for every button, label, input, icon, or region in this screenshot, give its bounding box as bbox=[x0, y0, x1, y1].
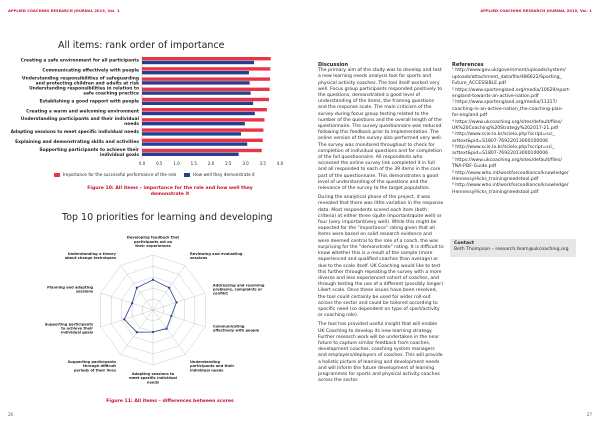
caption-line-2: demonstrate it bbox=[150, 191, 190, 197]
legend-label-importance: Importance for the successful performance of the role bbox=[63, 172, 177, 177]
page-number-right: 27 bbox=[586, 412, 592, 417]
x-tick-label: 3.0 bbox=[242, 161, 249, 166]
bar-importance bbox=[142, 98, 269, 101]
radar-axis-label: Understanding a theory about change techniques bbox=[64, 251, 116, 261]
category-label: Creating a warm and welcoming environment bbox=[26, 109, 139, 115]
radar-point bbox=[131, 302, 133, 304]
x-tick-label: 2.0 bbox=[207, 161, 215, 166]
radar-point bbox=[175, 301, 177, 303]
bar-demonstrate bbox=[142, 81, 250, 84]
bar-demonstrate bbox=[142, 122, 245, 125]
reference-line: HennessyHicks_trainingneedstool.pdf bbox=[452, 177, 539, 183]
x-tick-label: 0.0 bbox=[138, 161, 146, 166]
radar-axis-label: Adapting sessions to meet specific individual needs bbox=[128, 372, 178, 385]
reference-line: for-england.pdf bbox=[452, 113, 488, 119]
references-list bbox=[452, 68, 584, 196]
reference-line: ⁶ http://www.scie.lo.br/scielo.php?script=sci_ bbox=[452, 145, 555, 151]
legend-importance bbox=[54, 172, 176, 177]
category-label: Explaining and demonstrating skills and activities bbox=[15, 140, 139, 146]
radar-point bbox=[136, 287, 138, 289]
radar-axis-label: Communicating effectively with people bbox=[212, 324, 260, 333]
reference-line: arttext&pid=S1807-76922013000100006 bbox=[452, 138, 549, 144]
radar-spoke bbox=[153, 310, 205, 327]
x-tick-label: 0.5 bbox=[156, 161, 163, 166]
radar-axis-label: Understanding participants and their individual needs bbox=[190, 359, 235, 373]
running-header-left: APPLIED COACHING RESEARCH JOURNAL 2015, Vol. 1 bbox=[8, 9, 120, 13]
reference-line: ⁹ http://www.who.int/workforcealliance/knowledge/ bbox=[452, 183, 569, 189]
bar-demonstrate bbox=[142, 71, 249, 74]
reference-line: HennessyHicks_trainingneedstool.pdf bbox=[452, 189, 539, 195]
bar-importance bbox=[142, 57, 271, 60]
figure-11-caption: Figure 11: All items – differences between scores bbox=[106, 399, 234, 404]
reference-line: ² https://www.sportengland.org/media/10629/sport- bbox=[452, 87, 571, 93]
radar-axis-label: Planning and adapting sessions bbox=[47, 285, 94, 294]
radar-point bbox=[123, 318, 125, 320]
contact-text: Beth Thompson – research.team@ukcoaching.org bbox=[454, 247, 569, 252]
radar-point bbox=[168, 287, 170, 289]
contact-heading: Contact bbox=[454, 241, 475, 246]
caption-line-1: Figure 10: All items – importance for the role and how well they bbox=[87, 186, 253, 191]
bar-importance bbox=[142, 108, 267, 111]
discussion-paragraph-1: The primary aim of the study was to develop and test a new learning needs analysis tool for sports and physical activity coaches. The tool itself worked very well. Focus group participants responded positively to the questions, demonstrated a good level of understanding of the items, the framing questions and the response scale. The main criticism of the survey during focus group testing related to the number of the questions and the overall length of the questionnaire. The survey questionnaire was reduced following this feedback prior to implementation. The online version of the survey also performed very well. The survey was monitored throughout to check for completion of individual questions and for completion of the full questionnaire. All respondents who accessed the online survey link completed it in full and all responded to each of the 39 items in the core part of the questionnaire. This demonstrates a good level of understanding of the questions and the relevance of the survey to the target population. bbox=[318, 68, 443, 192]
category-label: Establishing a good rapport with people bbox=[39, 99, 139, 105]
chart-title: All items: rank order of importance bbox=[58, 40, 225, 51]
reference-line: ⁷ https://www.ukcoaching.org/sites/default/files/ bbox=[452, 157, 562, 163]
radar-point bbox=[165, 328, 167, 330]
radar-point bbox=[136, 331, 138, 333]
radar-title: Top 10 priorities for learning and developing bbox=[62, 212, 273, 223]
reference-line: ³ https://www.sportengland.org/media/11317/ bbox=[452, 100, 558, 106]
bar-demonstrate bbox=[142, 112, 255, 115]
reference-line: uploads/attachment_data/file/486622/Sporting_ bbox=[452, 74, 562, 80]
bar-importance bbox=[142, 139, 263, 142]
bar-importance bbox=[142, 77, 270, 80]
x-tick-label: 2.5 bbox=[225, 161, 232, 166]
bar-demonstrate bbox=[142, 132, 241, 135]
running-header-right: APPLIED COACHING RESEARCH JOURNAL 2015, Vol. 1 bbox=[480, 9, 592, 13]
radar-axis-label: Addressing and resolving problems, complaints or conflict bbox=[212, 283, 265, 296]
radar-spoke bbox=[101, 293, 153, 310]
bar-demonstrate bbox=[142, 142, 247, 145]
reference-line: arttext&pid=S1807-76922013000100006 bbox=[452, 151, 549, 157]
x-tick-label: 1.5 bbox=[190, 161, 197, 166]
bar-importance bbox=[142, 149, 262, 152]
reference-line: ¹ http://www.gov.uk/government/uploads/system/ bbox=[452, 68, 566, 74]
radar-spoke bbox=[153, 293, 205, 310]
category-label: Adapting sessions to meet specific individual needs bbox=[10, 129, 139, 135]
legend-demonstrate bbox=[184, 172, 255, 177]
radar-point bbox=[170, 315, 172, 317]
category-label: Creating a safe environment for all participants bbox=[20, 58, 139, 64]
reference-line: ⁵ http://www.scie.lo.br/scielo.php?script=sci_ bbox=[452, 132, 555, 138]
category-label: Communicating effectively with people bbox=[42, 68, 139, 74]
legend-swatch-demonstrate bbox=[184, 173, 190, 177]
discussion-paragraph-2: During the analytical phase of the project, it was revealed that there was little variation in the response data. Most respondents scored each item (both criteria) at either three (quite important/quite well) or four (very important/very well). While this might be expected for the "importance" rating given that all items were based on solid research evidence and were deemed central to the role of a coach, the was surprising for the "demonstrate" rating. It is difficult to know whether this is a result of the sample (more experienced and qualified coaches than average) or due to the scale itself. UK Coaching would like to test this further through repeating the survey with a more diverse and less experienced cohort of coaches, and through testing the use of a different (possibly longer) Likert scale. Once these issues have been resolved, the tool could certainly be used for wider roll-out across the sector and could be tailored according to specific need (so dependent on type of sport/activity or coaching role). bbox=[318, 195, 444, 319]
x-tick-label: 3.5 bbox=[259, 161, 266, 166]
contact-box bbox=[450, 239, 576, 257]
reference-line: coaching-in-an-active-nation_the-coaching-plan- bbox=[452, 106, 564, 112]
references-column bbox=[452, 62, 584, 196]
page-number-left: 26 bbox=[8, 412, 14, 417]
references-heading: References bbox=[452, 62, 484, 68]
radar-spoke bbox=[101, 310, 153, 327]
bar-demonstrate bbox=[142, 61, 254, 64]
x-tick-label: 4.0 bbox=[276, 161, 284, 166]
category-label: Understanding participants and their individual needs bbox=[20, 117, 139, 128]
bar-chart bbox=[0, 0, 300, 180]
bar-demonstrate bbox=[142, 91, 251, 94]
legend-label-demonstrate: How well they demonstrate it bbox=[193, 172, 255, 177]
radar-chart bbox=[0, 220, 300, 420]
radar-axis-label: Developing feedback that participants act on their experiences bbox=[126, 235, 180, 248]
discussion-heading: Discussion bbox=[318, 62, 349, 68]
radar-axis-label: Reviewing and evaluating sessions bbox=[190, 251, 243, 261]
x-tick-label: 1.0 bbox=[173, 161, 180, 166]
category-label: Understanding responsibilities of safeguarding and protecting children and adults at risk bbox=[22, 76, 139, 87]
bar-importance bbox=[142, 118, 264, 121]
discussion-column bbox=[318, 62, 444, 387]
reference-line: ⁴ https://www.ukcoaching.org/sites/default/files/ bbox=[452, 119, 562, 125]
category-label: Understanding responsibilities in relation to safe coaching practice bbox=[29, 86, 139, 97]
reference-line: Future_ACCESSIBLE.pdf bbox=[452, 81, 507, 87]
bar-demonstrate bbox=[142, 102, 253, 105]
bar-demonstrate bbox=[142, 153, 239, 156]
radar-point bbox=[152, 331, 154, 333]
reference-line: TNA-PDF-Guide.pdf bbox=[452, 164, 497, 170]
reference-line: ⁸ http://www.who.int/workforcealliance/knowledge/ bbox=[452, 170, 569, 176]
reference-line: UK%20Coaching%20Strategy%202017-21.pdf bbox=[452, 125, 559, 131]
radar-point bbox=[152, 279, 154, 281]
figure-10-caption bbox=[60, 186, 280, 197]
bar-importance bbox=[142, 128, 263, 131]
radar-spoke bbox=[153, 310, 185, 354]
radar-axis-label: Supporting participants to achieve their individual goals bbox=[44, 322, 94, 335]
reference-line: england-towards-an-active-nation.pdf bbox=[452, 93, 539, 99]
legend-swatch-importance bbox=[54, 173, 60, 177]
category-label: Supporting participants to achieve their individual goals bbox=[39, 147, 139, 158]
bar-importance bbox=[142, 88, 270, 91]
radar-axis-label: Supporting participants through difficult periods of their lives bbox=[67, 359, 116, 373]
bar-importance bbox=[142, 67, 270, 70]
discussion-paragraph-3: The tool has provided useful insight that will enable UK Coaching to develop its new learning strategy. Further research work will be undertaken in the near future to capture similar feedback from coaches, development coaches, coaching system managers and employers/deployers of coaches. This will provide a holistic picture of learning and development needs and will inform the future development of learning programmes for sports and physical activity coaches across the sector. bbox=[318, 322, 443, 384]
